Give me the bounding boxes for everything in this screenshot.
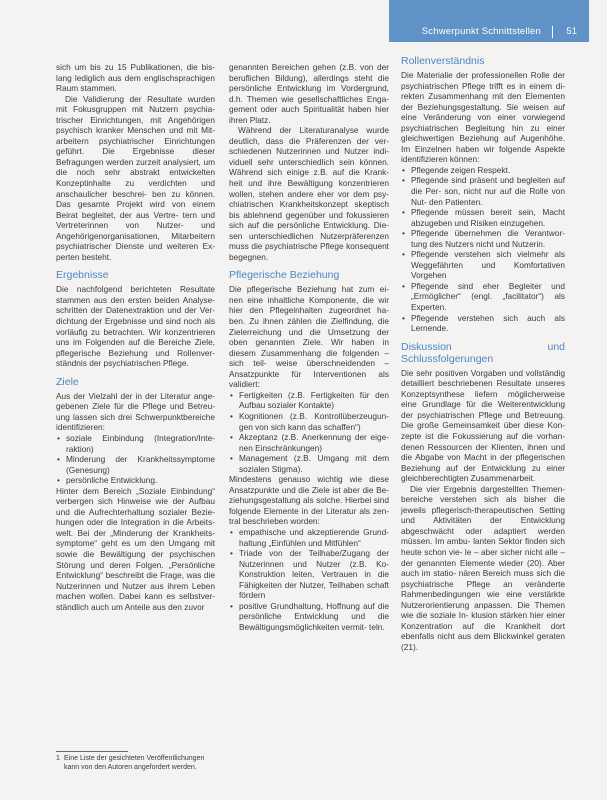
page-number: 51: [566, 26, 577, 37]
paragraph: Die nachfolgend berichteten Resultate stammen aus den ersten beiden Analyse- schritten der Datenextraktion und der Ver- dichtung der Ergebnisse und sind noch als vorläufig zu betrachten. Wir konzentrieren uns im Folgenden auf die Bereiche Ziele, pflegerische Beziehung und Rollenver- ständnis der psychiatrischen Pflege.: [56, 284, 215, 369]
paragraph: Die pflegerische Beziehung hat zum ei- nen eine inhaltliche Komponente, die wir hier den Pflegeinhalten zugeordnet ha- ben. Zu ihnen zählen die Zielfindung, die Zielerreichung und die Umsetzung der oben genannten Ziele. Wir haben in diesem Zusammenhang die folgenden – sich teil- weise überschneidenden – Ansatzpunkte für Interventionen als validiert:: [229, 284, 389, 390]
header-separator: [552, 26, 553, 38]
paragraph: sich um bis zu 15 Publikationen, die bis- lang lediglich aus dem englischsprachigen Raum stammen.: [56, 62, 215, 94]
relationship-elements-list: [229, 527, 389, 632]
section-title: Schwerpunkt Schnittstellen: [421, 26, 541, 37]
footnote: [56, 755, 216, 772]
column-2: [229, 62, 389, 632]
heading-pflegerische-beziehung: Pflegerische Beziehung: [229, 269, 340, 282]
list-item: • Fertigkeiten (z.B. Fertigkeiten für den Aufbau sozialer Kontakte): [229, 390, 389, 411]
list-item: • Minderung der Krankheitssymptome (Genesung): [56, 454, 215, 475]
column-3: [401, 55, 565, 652]
paragraph: Mindestens genauso wichtig wie diese Ansatzpunkte und die Ziele ist aber die Be- ziehungsgestaltung als solche. Hierbei sind folgende Elemente in der Literatur als zen- tral beschrieben worden:: [229, 474, 389, 527]
paragraph: Die Materialie der professionellen Rolle der psychiatrischen Pflege trifft es in einem di- rekten Zusammenhang mit den Elementen der Beziehungsgestaltung. Sie weisen auf eine Veränderung von einer vorwiegend psychiatrischen Begleitung hin zu einer gleichwertigen Beziehung auf Augenhöhe. Im Einzelnen haben wir folgende Aspekte identifizieren können:: [401, 70, 565, 165]
footnote-rule: [56, 751, 128, 752]
list-item: • positive Grundhaltung, Hoffnung auf die persönliche Entwicklung und die Bewältigungsmöglichkeiten vermit- teln.: [229, 601, 389, 633]
paragraph: Die vier Ergebnis dargestellten Themen- bereiche verstehen sich als bisher die jeweils pflegerisch-therapeutischen Setting und Aktivitäten der Entwicklung abgeschwächt oder adaptiert werden müssen. Im ambu- lanten Sektor finden sich heute schon vie- le – aber sicher nicht alle – der genannten Elemente wieder (20). Aber auch im statio- nären Bereich muss sich die psychiatrische Pflege an veränderte Rahmenbedingungen wie eine verstärkte Nutzerorientierung anpassen. Die Themen wie die soziale In- klusion stärken hier einer Konzentration auf die Krankheit dort ebenfalls nicht aus dem Blickwinkel geraten (21).: [401, 483, 565, 652]
footnote-mark: 1: [56, 755, 60, 762]
paragraph: Hinter dem Bereich „Soziale Einbindung“ verbergen sich Hinweise wie der Aufbau und die Aufrechterhaltung sozialer Bezie- hungen oder die Integration in die Arbeits- welt. Bei der „Minderung der Krankheits- symptome“ geht es um den Umgang mit sowie die Bewältigung der psychischen Störung und deren Folgen. „Persönliche Entwicklung“ beschreibt die Frage, was die Nutzerinnen und Nutzer aus ihrem Leben machen wollen. Dabei kann es selbstver- ständlich auch um Anteile aus den zuvor: [56, 485, 215, 612]
list-item: • Pflegende übernehmen die Verantwor- tung des Nutzers nicht und Nutzerin.: [401, 228, 565, 249]
list-item: • Management (z.B. Umgang mit dem sozialen Stigma).: [229, 453, 389, 474]
footnote-text: Eine Liste der gesichteten Veröffentlichungen kann von den Autoren angefordert werden.: [64, 755, 205, 771]
list-item: • Pflegende zeigen Respekt.: [401, 165, 565, 176]
list-item: • Pflegende sind präsent und begleiten auf die Per- son, nicht nur auf die Rolle von Nut- den Patienten.: [401, 175, 565, 207]
heading-ziele: Ziele: [56, 375, 79, 388]
running-header: [389, 0, 589, 42]
heading-ergebnisse: Ergebnisse: [56, 269, 109, 282]
goals-list: [56, 433, 215, 486]
column-1: [56, 62, 215, 612]
paragraph: Während der Literaturanalyse wurde deutlich, dass die Präferenzen der ver- schiedenen Nutzerinnen und Nutzer indi- viduell sehr unterschiedlich sein können. Während sich einige z.B. auf die Krank- heit und ihre Bewältigung konzentrieren wollen, stehen andere eher vor dem psy- chiatrischen Krankheitskonzept skeptisch bis ablehnend gegenüber und fokussieren sich auf die persönliche Entwicklung. Die- sen unterschiedlichen Nutzerpräferenzen muss die psychiatrische Pflege konsequent begegnen.: [229, 125, 389, 262]
intervention-list: [229, 390, 389, 474]
list-item: • Pflegende verstehen sich vielmehr als Weggefährten und Komfortativen Vorgehen: [401, 249, 565, 281]
paragraph: Aus der Vielzahl der in der Literatur ange- gebenen Ziele für die Pflege und Betreu- ung lassen sich drei Schwerpunktbereiche identifizieren:: [56, 390, 215, 433]
list-item: • Kognitionen (z.B. Kontrollüberzeugun- gen von sich kann das schaffen“): [229, 411, 389, 432]
heading-rollenverstaendnis: Rollenverständnis: [401, 55, 485, 67]
paragraph: Die Validierung der Resultate wurden mit Fokusgruppen mit Nutzern psychia- trischer Einrichtungen, mit Angehörigen psychisch kranker Menschen und mit Mit- arbeitern psychiatrischer Einrichtungen geführt. Die Ergebnisse dieser Befragungen werden zurzeit analysiert, um die noch sehr abstrakt entwickelten Konzeptinhalte zu verdichten und anschaulicher beschrei- ben zu können. Das gesamte Projekt wird von einem Beirat begleitet, der aus Vertre- tern und Vertreterinnen von Nutzer- und Angehörigenorganisationen, Mitarbeitern psychiatrischer Dienste und weiteren Ex- perten besteht.: [56, 93, 215, 262]
list-item: • Pflegende sind eher Begleiter und „Ermöglicher“ (engl. „facilitator“) als Experten.: [401, 281, 565, 313]
list-item: • Pflegende verstehen sich auch als Lernende.: [401, 313, 565, 334]
list-item: • Triade von der Teilhabe/Zugang der Nutzerinnen und Nutzer (z.B. Ko- Konstruktion leiten, Vertrauen in die Fähigkeiten der Nutzer, Teilhaben schaft fördern: [229, 548, 389, 601]
list-item: • Pflegende müssen bereit sein, Macht abzugeben und Risiken einzugehen.: [401, 207, 565, 228]
list-item: • persönliche Entwicklung.: [56, 475, 215, 486]
list-item: • empathische und akzeptierende Grund- haltung „Einfühlen und Mitfühlen“: [229, 527, 389, 548]
paragraph: Die sehr positiven Vorgaben und vollständig detailliert beschriebenen Resultate unseres Konzeptsynthese liefern möglicherweise eine Grundlage für die Weiterentwicklung der psychiatrischen Pflege und Betreuung. Die große Gemeinsamkeit über diese Kon- zepte ist die Fokussierung auf die vorhan- denen Ressourcen der Klienten, ihnen und die Abgabe von Macht in der pflegerischen Beziehung auf der Entwicklung zu einer gleichberechtigten Zusammenarbeit.: [401, 367, 565, 484]
role-aspects-list: [401, 165, 565, 334]
paragraph: genannten Bereichen gehen (z.B. von der beruflichen Bildung), allerdings steht die persönliche Entwicklung im Vordergrund, d.h. Themen wie gesellschaftliches Enga- gement oder auch Spiritualität haben hier ihren Platz.: [229, 62, 389, 125]
list-item: • soziale Einbindung (Integration/Inte- raktion): [56, 433, 215, 454]
heading-diskussion: Diskussion und Schlussfolgerungen: [401, 340, 565, 365]
list-item: • Akzeptanz (z.B. Anerkennung der eige- nen Einschränkungen): [229, 432, 389, 453]
